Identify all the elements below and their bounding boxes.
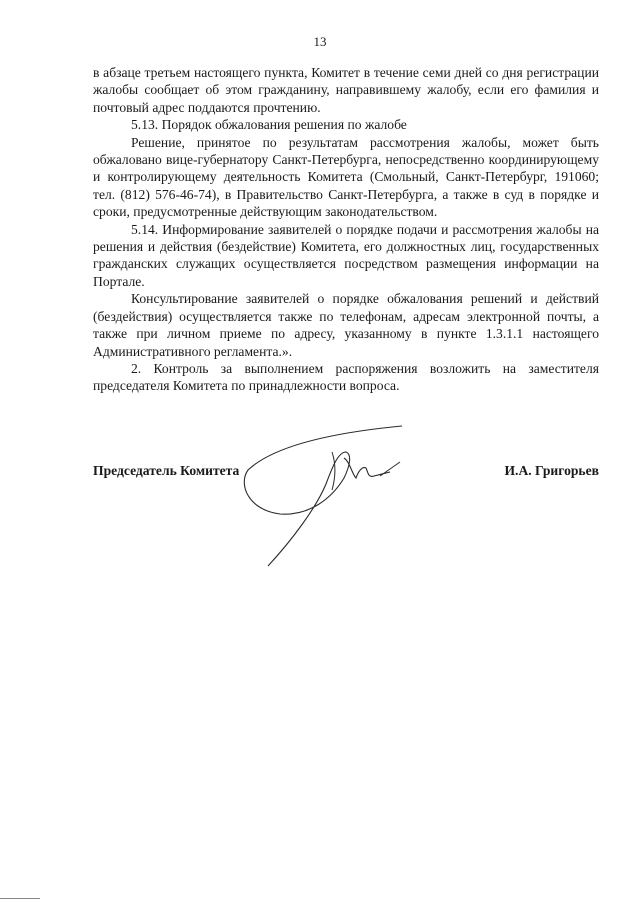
handwritten-signature <box>240 418 410 568</box>
paragraph-appeal: Решение, принятое по результатам рассмотрения жалобы, может быть обжаловано вице-губернатору Санкт-Петербурга, непосредственно координирующему и контролирующему деятельность Комитета (Смольный, Санкт-Петербург, 191060; тел. (812) 576-46-74), в Правительство Санкт-Петербурга, а также в суд в порядке и сроки, предусмотренные действующим законодательством. <box>93 134 599 220</box>
document-body <box>93 64 599 395</box>
page-number: 13 <box>313 34 327 49</box>
paragraph-control: 2. Контроль за выполнением распоряжения возложить на заместителя председателя Комитета по принадлежности вопроса. <box>93 360 599 394</box>
signatory-position: Председатель Комитета <box>93 463 240 478</box>
paragraph-5-14: 5.14. Информирование заявителей о порядке подачи и рассмотрения жалобы на решения и действия (бездействие) Комитета, его должностных лиц, государственных гражданских служащих осуществляется посредством размещения информации на Портале. <box>93 221 599 289</box>
section-heading-5-13: 5.13. Порядок обжалования решения по жалобе <box>131 117 407 133</box>
paragraph-consulting: Консультирование заявителей о порядке обжалования решений и действий (бездействия) осуществляется также по телефонам, адресам электронной почты, а также при личном приеме по адресу, указанному в пункте 1.3.1.1 настоящего Административного регламента.». <box>93 291 599 359</box>
scan-edge-mark <box>0 898 40 899</box>
paragraph-continuation: в абзаце третьем настоящего пункта, Комитет в течение семи дней со дня регистрации жалобы сообщает об этом гражданину, направившему жалобу, если его фамилия и почтовый адрес поддаются прочтению. <box>93 65 599 115</box>
signatory-name: И.А. Григорьев <box>504 463 599 478</box>
